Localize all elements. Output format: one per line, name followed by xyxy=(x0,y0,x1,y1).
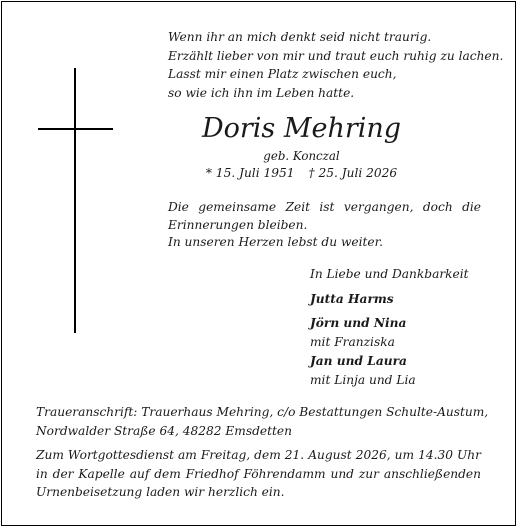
poem-line: so wie ich ihn im Leben hatte. xyxy=(168,85,355,100)
service-line: in der Kapelle auf dem Friedhof Föhrendamm und zur anschließenden xyxy=(36,466,481,481)
maiden-name: geb. Konczal xyxy=(263,149,340,163)
family-member-children: mit Linja und Lia xyxy=(310,373,416,387)
family-member: Jörn und Nina xyxy=(310,316,407,330)
service-line: Urnenbeisetzung laden wir herzlich ein. xyxy=(36,485,285,499)
birth-date: * 15. Juli 1951 xyxy=(205,166,295,180)
family-member: Jutta Harms xyxy=(310,292,394,306)
mourning-address xyxy=(36,403,488,440)
poem-line: Wenn ihr an mich denkt seid nicht traurig. xyxy=(168,30,432,44)
poem xyxy=(168,28,503,102)
family-member-children: mit Franziska xyxy=(310,335,395,349)
verse-line: Die gemeinsame Zeit ist vergangen, doch die xyxy=(168,200,481,214)
deceased-name: Doris Mehring xyxy=(201,113,402,144)
family-member: Jan und Laura xyxy=(310,354,407,368)
family-signatures xyxy=(310,265,469,390)
family-intro: In Liebe und Dankbarkeit xyxy=(310,267,469,281)
service-announcement xyxy=(36,446,481,502)
verse xyxy=(168,199,481,252)
cross-icon-bar xyxy=(38,128,113,130)
poem-line: Lasst mir einen Platz zwischen euch, xyxy=(168,67,397,81)
address-line: Traueranschrift: Trauerhaus Mehring, c/o Bestattungen Schulte-Austum, xyxy=(36,405,489,419)
address-line: Nordwalder Straße 64, 48282 Emsdetten xyxy=(36,423,292,438)
verse-line: In unseren Herzen lebst du weiter. xyxy=(168,235,383,249)
life-dates xyxy=(168,166,435,180)
verse-line: Erinnerungen bleiben. xyxy=(168,217,308,232)
death-date: † 25. Juli 2026 xyxy=(308,166,398,180)
poem-line: Erzählt lieber von mir und traut euch ruhig zu lachen. xyxy=(168,48,504,63)
cross-icon xyxy=(74,68,76,333)
service-line: Zum Wortgottesdienst am Freitag, dem 21. August 2026, um 14.30 Uhr xyxy=(36,448,481,462)
